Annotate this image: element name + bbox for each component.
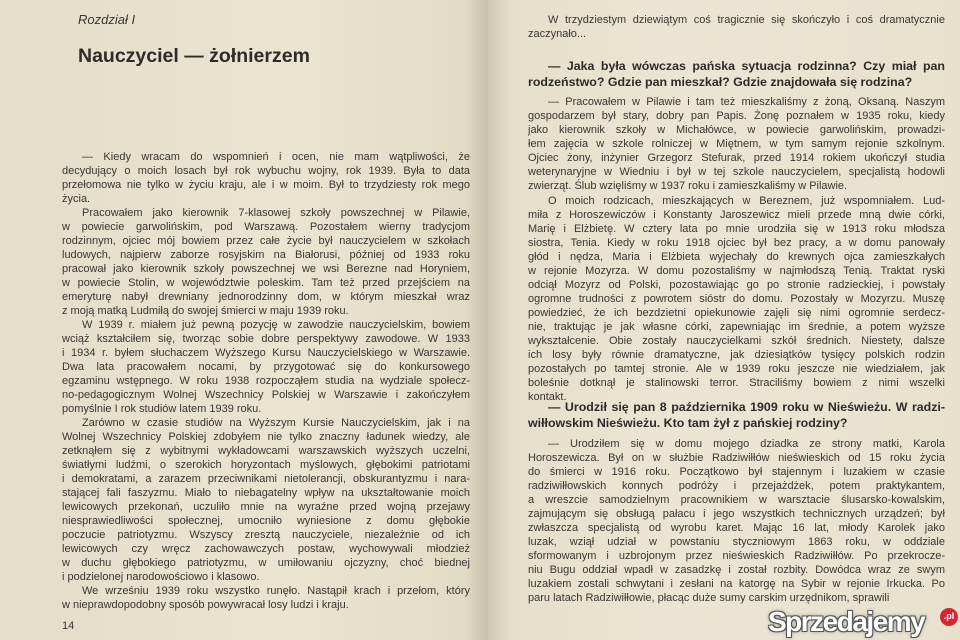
- text-line: i podzielonej narodowościowo i klasowo.: [62, 571, 260, 583]
- text-line: i demokratami, a zarazem przeciwnikami nietolerancji, obskurantyzmu i nara-: [62, 473, 470, 485]
- paragraph: [62, 584, 470, 612]
- text-line: w duchu głębokiego patriotyzmu, w umiłowaniu ojczyzny, choć biednej: [62, 557, 470, 569]
- answer-2: [528, 437, 945, 605]
- text-line: wiłłowskim Nieświeżu. Kto tam żył z pańskiej rodziny?: [528, 416, 848, 430]
- text-line: do śmierci w 1916 roku. Początkowo był stajennym i luzakiem w czasie: [528, 466, 945, 478]
- text-line: zwierząt. Ślub wzięliśmy w 1937 roku i zamieszkaliśmy w Pilawie.: [528, 180, 848, 192]
- chapter-title: Nauczyciel — żołnierzem: [78, 45, 310, 67]
- text-line: Horoszewicza. Był on w służbie Radziwiłłów nieświeskich od 15 roku życia: [528, 452, 945, 464]
- text-line: W trzydziestym dziewiątym coś tragicznie się skończyło i coś dramatycznie: [548, 14, 945, 26]
- text-line: lewicowych przekonań, uczuliło mnie na wyraźne przed wojną przejawy: [62, 501, 470, 513]
- chapter-label: Rozdział I: [78, 12, 136, 27]
- text-line: sformowanym i uzbrojonym przez nieświeskich Radziwiłłów. Po przekrocze-: [528, 550, 945, 562]
- interview-question-2: [528, 399, 945, 431]
- text-line: zetknąłem się z wybitnymi wykładowcami warszawskich wyższych uczelni,: [62, 445, 470, 457]
- text-line: zwłaszcza specjalistą od wyrobu karet. Mając 16 lat, młody Karolek jako: [528, 522, 945, 534]
- paragraph: [528, 13, 945, 41]
- text-line: wciąż kształciłem się, tworząc sobie dobre perspektywy zawodowe. W 1933: [62, 333, 470, 345]
- page-number-left: 14: [62, 620, 75, 632]
- text-line: Wolnej Wszechnicy Polskiej zdobyłem nie tylko znaczny ładunek wiedzy, ale: [62, 431, 470, 443]
- paragraph: [62, 206, 470, 318]
- text-line: paru latach Radziwiłłowie, płacąc duże sumy carskim urzędnikom, sprawili: [528, 592, 890, 604]
- text-line: pracował jako kierownik szkoły powszechnej we wsi Berezne nad Horyniem,: [62, 263, 470, 275]
- text-line: rodzinnym, ojciec mój bowiem przez całe życie był nauczycielem w szkołach: [62, 235, 470, 247]
- text-line: w powiecie Stolin, w województwie poleskim. Tam też przed przejściem na: [62, 277, 470, 289]
- text-line: ich losy były równie dramatyczne, jak dziesiątków tysięcy polskich rodzin: [528, 349, 945, 361]
- paragraph: [528, 194, 945, 404]
- text-line: W 1939 r. miałem już pewną pozycję w zawodzie nauczycielskim, bowiem: [82, 319, 470, 331]
- text-line: We wrześniu 1939 roku wszystko runęło. Nastąpił krach i przełom, który: [82, 585, 470, 597]
- text-line: no-pedagogicznym Wolnej Wszechnicy Polskiej w Warszawie i zakończyłem: [62, 389, 470, 401]
- intro-paragraph: [528, 13, 945, 41]
- text-line: weterynaryjne w Wiedniu i był w tej szkole nauczycielem, specjalistą hodowli: [528, 166, 945, 178]
- text-line: Pracowałem jako kierownik 7-klasowej szkoły powszechnej w Pilawie,: [82, 207, 470, 219]
- text-line: gospodarzem był stary, dobry pan Papis. Żonę poznałem w 1935 roku, kiedy: [528, 110, 945, 122]
- text-line: pomyślnie I rok studiów latem 1939 roku.: [62, 403, 262, 415]
- text-line: w rejonie Mozyrza. W domu pozostaliśmy w najmłodszą Tenią. Traktat ryski: [528, 265, 945, 277]
- paragraph: [528, 58, 945, 90]
- text-line: niesprawiedliwości społecznej, umocniło wyniesione z domu głębokie: [62, 515, 470, 527]
- right-page: [488, 0, 960, 640]
- text-line: O moich rodzicach, mieszkających w Bereznem, już wspomniałem. Lud-: [548, 195, 945, 207]
- paragraph: [528, 95, 945, 193]
- text-line: — Pracowałem w Pilawie i tam też mieszkaliśmy z żoną, Oksaną. Naszym: [548, 96, 945, 108]
- text-line: Marię i Elżbietę. W cztery lata po mnie urodziła się w 1913 roku młodsza: [528, 223, 945, 235]
- interview-question-1: [528, 58, 945, 90]
- text-line: luzak, wziął udział w powstaniu styczniowym 1863 roku, w oddziale: [528, 536, 945, 548]
- text-line: egzaminu wstępnego. W roku 1938 rozpocząłem studia na wydziale społecz-: [62, 375, 470, 387]
- text-line: kontakt.: [528, 391, 567, 403]
- text-line: światłymi ludźmi, o szerokich horyzontach myślowych, głębokimi patriotami: [62, 459, 470, 471]
- text-line: emeryturę nabył drewniany jednorodzinny dom, w którym mieszkał wraz: [62, 291, 470, 303]
- text-line: ogromne trudności z powrotem sióstr do domu. Pozostały w Mozyrzu. Muszę: [528, 293, 945, 305]
- text-line: a wreszcie samodzielnym pracownikiem w warsztacie ślusarsko-kowalskim,: [528, 494, 945, 506]
- text-line: odciął Mozyrz od Polski, pozostawiając go po stronie radzieckiej, i powstały: [528, 279, 945, 291]
- text-line: z moją matką Ludmiłą do swojej śmierci w maju 1939 roku.: [62, 305, 349, 317]
- text-line: przełomowa nie tylko w życiu kraju, ale i w moim. Był to trzydziesty rok mego: [62, 179, 470, 191]
- text-line: stającej fali faszyzmu. Miało to niebagatelny wpływ na ukształtowanie moich: [62, 487, 470, 499]
- text-line: w nieprawdopodobny sposób powywracał losy ludzi i kraju.: [62, 599, 349, 611]
- sprzedajemy-watermark-logo: Sprzedajemy: [768, 606, 925, 637]
- text-line: nie, traktując je jak własne córki, zapewniając im średnie, a potem wyższe: [528, 321, 945, 333]
- answer-1a: [528, 95, 945, 193]
- paragraph: [62, 416, 470, 584]
- text-line: ludowych, najpierw zaborze rosyjskim na Białorusi, później od 1933 roku: [62, 249, 470, 261]
- text-line: — Urodziłem się w domu mojego dziadka ze strony matki, Karola: [548, 438, 945, 450]
- paragraph: [528, 399, 945, 431]
- text-line: boleśnie dotknął je stalinowski terror. Straciliśmy bowiem z nimi wszelki: [528, 377, 945, 389]
- text-line: powiedzieć, że ich bezdzietni opiekunowie zajęli się nimi ogromnie serdecz-: [528, 307, 945, 319]
- text-line: życia.: [62, 193, 91, 205]
- text-line: radziwiłłowskich konnych podróży i przejażdżek, potem praktykantem,: [528, 480, 945, 492]
- text-line: Dwa lata pracowałem nocami, by przygotować się do konkursowego: [62, 361, 470, 373]
- left-text: [62, 150, 470, 612]
- text-line: poczucie patriotyzmu. Wszyscy zresztą nauczyciele, niezależnie od ich: [62, 529, 470, 541]
- text-line: Ojciec żony, inżynier Grzegorz Stefurak, przed 1914 rokiem ukończył studia: [528, 152, 945, 164]
- text-line: jako kierownik szkoły w Michałówce, w powiecie garwolińskim, prowadzi-: [528, 124, 945, 136]
- text-line: łem zajęcia w szkole rolniczej w Miętnem, w tym samym rejonie szkolnym.: [528, 138, 945, 150]
- text-line: — Jaka była wówczas pańska sytuacja rodzinna? Czy miał pan: [548, 59, 945, 73]
- text-line: zajmującym się obsługą pałacu i jego wszystkich technicznych urządzeń; był: [528, 508, 945, 520]
- text-line: zaczynało...: [528, 28, 587, 40]
- text-line: pozostałych po tamtej stronie. Ale w 1939 roku jeszcze nie wiedziałem, jak: [528, 363, 945, 375]
- watermark-pl-badge: .pl: [940, 608, 958, 626]
- text-line: w powiecie garwolińskim, pod Warszawą. Pozostałem wierny tradycjom: [62, 221, 470, 233]
- paragraph: [528, 437, 945, 605]
- answer-1b: [528, 194, 945, 404]
- text-line: głód i nędza, Maria i Elżbieta wyjechały do krewnych ojca zamieszkałych: [528, 251, 945, 263]
- text-line: wykształcenie. Obie zostały nauczycielkami szkół średnich. Niestety, dalsze: [528, 335, 945, 347]
- paragraph: [62, 150, 470, 206]
- text-line: — Urodził się pan 8 października 1909 roku w Nieświeżu. W radzi-: [548, 400, 945, 414]
- paragraph: [62, 318, 470, 416]
- text-line: lewicowych czy wręcz zachowawczych postaw, wychowywali młodzież: [62, 543, 470, 555]
- text-line: niu Bugu oddział wpadł w zasadzkę i został rozbity. Dowódca wraz ze swym: [528, 564, 945, 576]
- text-line: Zarówno w czasie studiów na Wyższym Kursie Nauczycielskim, jak i na: [82, 417, 470, 429]
- text-line: luzakiem zostali schwytani i zesłani na katorgę na Sybir w rejonie Irkucka. Po: [528, 578, 945, 590]
- text-line: decydujący o moich losach był rok wybuchu wojny, rok 1939. Była to data: [62, 165, 470, 177]
- text-line: miła z Horoszewiczów i Konstanty Jaroszewicz mieli przede mną dwie córki,: [528, 209, 945, 221]
- text-line: — Kiedy wracam do wspomnień i ocen, nie mam wątpliwości, że: [82, 151, 470, 163]
- text-line: rodzeństwo? Gdzie pan mieszkał? Gdzie znajdowała się rodzina?: [528, 75, 913, 89]
- text-line: siostra, Tenia. Kiedy w roku 1918 ojciec był bez pracy, a w domu panowały: [528, 237, 945, 249]
- text-line: i 1934 r. byłem słuchaczem Wyższego Kursu Nauczycielskiego w Warszawie.: [62, 347, 470, 359]
